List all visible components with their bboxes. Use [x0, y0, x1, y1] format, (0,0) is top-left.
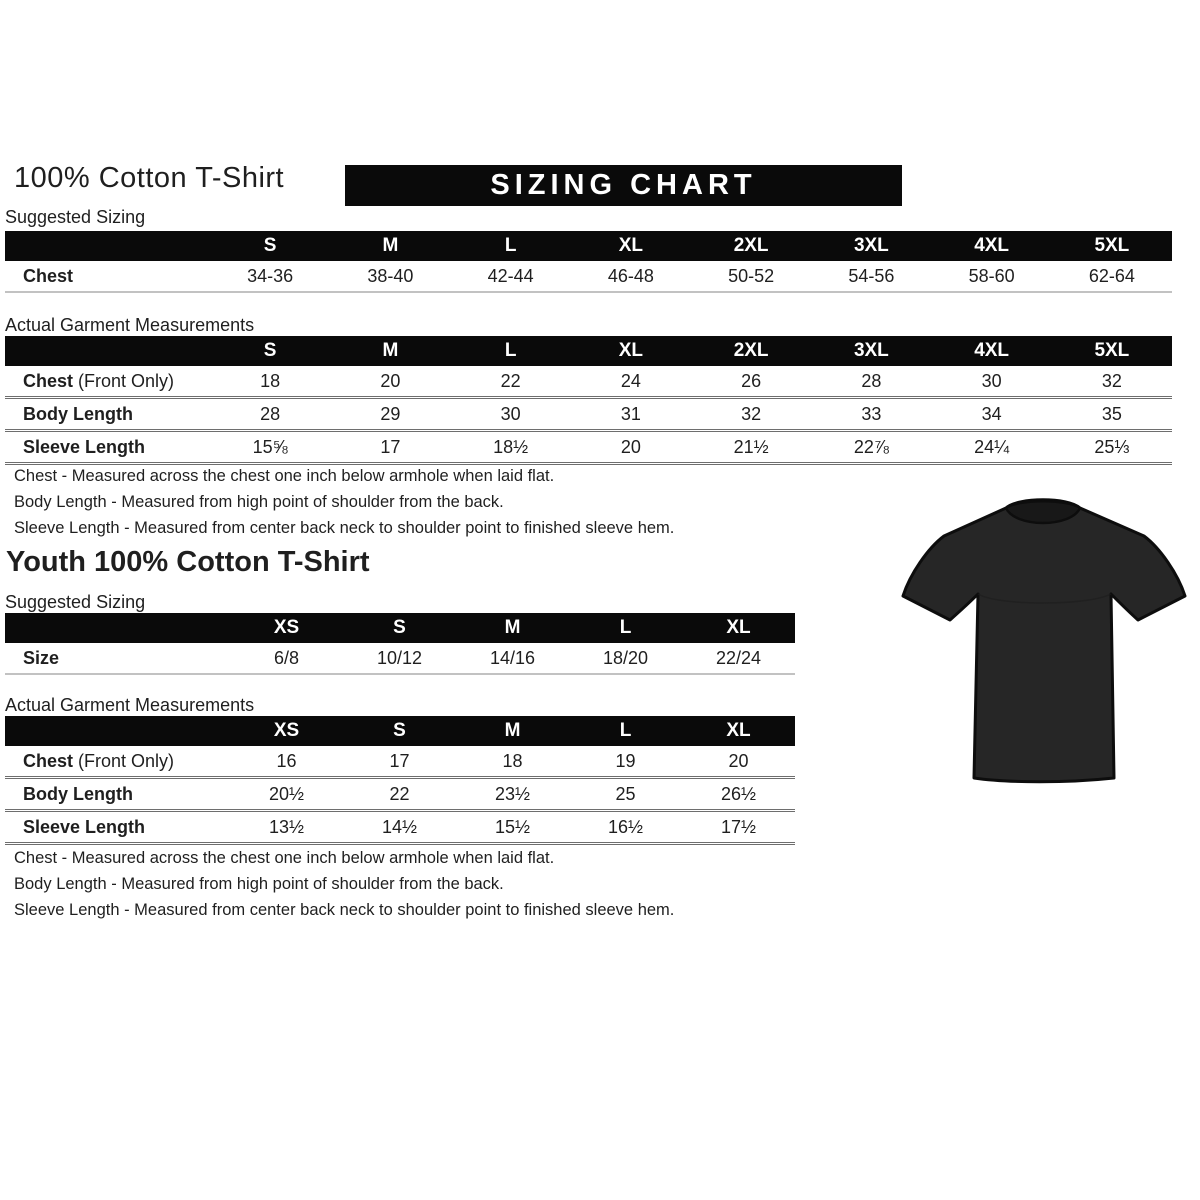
cell: 22	[389, 783, 410, 804]
row-label	[5, 751, 230, 772]
note-chest: Chest - Measured across the chest one inch below armhole when laid flat.	[14, 467, 555, 485]
cell: 25⅓	[1094, 436, 1130, 457]
row-label-bold: Body Length	[23, 403, 133, 424]
cell: 16½	[607, 816, 644, 837]
cell: 54-56	[848, 265, 895, 286]
col-header: S	[263, 340, 277, 361]
col-header: M	[504, 720, 521, 741]
note-chest: Chest - Measured across the chest one inch below armhole when laid flat.	[14, 849, 555, 867]
cell: 32	[1101, 370, 1122, 391]
cell: 24¼	[974, 436, 1010, 457]
col-header: XL	[618, 340, 644, 361]
row-label-note: (Front Only)	[73, 750, 175, 771]
row-label-bold: Sleeve Length	[23, 816, 146, 837]
cell: 34-36	[247, 265, 294, 286]
cell: 17	[389, 750, 410, 771]
cell: 26½	[720, 783, 757, 804]
black-tshirt-graphic	[888, 486, 1195, 804]
row-label-bold: Chest	[23, 750, 74, 771]
table-row	[5, 366, 1172, 396]
cell: 28	[861, 370, 882, 391]
cell: 18	[260, 370, 281, 391]
table-row	[5, 396, 1172, 429]
youth-suggested-label: Suggested Sizing	[5, 592, 146, 612]
youth-actual-body	[5, 746, 795, 845]
adult-measurement-notes	[14, 463, 674, 541]
cell: 25	[615, 783, 636, 804]
cell: 18½	[493, 436, 529, 457]
cell: 15½	[494, 816, 531, 837]
note-body-length: Body Length - Measured from high point of shoulder from the back.	[14, 875, 504, 893]
cell: 14/16	[489, 647, 536, 668]
cell: 62-64	[1088, 265, 1135, 286]
cell: 19	[615, 750, 636, 771]
tshirt-image	[888, 486, 1195, 809]
col-header: XL	[726, 720, 751, 741]
cell: 14½	[381, 816, 418, 837]
sizing-chart-banner	[345, 165, 902, 206]
youth-suggested-table	[5, 613, 795, 675]
adult-actual-body	[5, 366, 1172, 465]
adult-actual-header-row	[5, 336, 1172, 366]
adult-actual-table	[5, 336, 1172, 465]
col-header: 5XL	[1094, 235, 1130, 256]
cell: 42-44	[487, 265, 534, 286]
cell: 58-60	[968, 265, 1015, 286]
cell: 22⅞	[853, 436, 889, 457]
cell: 17	[380, 436, 401, 457]
table-row	[5, 746, 795, 776]
cell: 26	[741, 370, 762, 391]
table-row	[5, 261, 1172, 293]
row-label	[5, 784, 230, 805]
cell: 38-40	[367, 265, 414, 286]
col-header: L	[504, 340, 517, 361]
table-row	[5, 643, 795, 675]
table-row	[5, 776, 795, 809]
row-label-bold: Body Length	[23, 783, 133, 804]
cell: 10/12	[376, 647, 423, 668]
col-header: XL	[618, 235, 644, 256]
col-header: 3XL	[853, 235, 889, 256]
note-sleeve-length: Sleeve Length - Measured from center back neck to shoulder point to finished sleeve hem.	[14, 901, 675, 919]
cell: 33	[861, 403, 882, 424]
cell: 17½	[720, 816, 757, 837]
adult-suggested-table	[5, 231, 1172, 293]
note-body-length: Body Length - Measured from high point of shoulder from the back.	[14, 493, 504, 511]
cell: 20½	[268, 783, 305, 804]
row-label	[5, 817, 230, 838]
cell: 22	[500, 370, 521, 391]
cell: 24	[620, 370, 641, 391]
cell: 15⅝	[252, 436, 288, 457]
adult-actual-label: Actual Garment Measurements	[5, 315, 255, 335]
cell: 18	[502, 750, 523, 771]
cell: 32	[741, 403, 762, 424]
cell: 35	[1101, 403, 1122, 424]
youth-measurement-notes	[14, 845, 674, 923]
row-label-note: (Front Only)	[73, 370, 175, 391]
cell: 20	[620, 436, 641, 457]
cell: 18/20	[602, 647, 649, 668]
col-header: 3XL	[853, 340, 889, 361]
col-header: 4XL	[974, 235, 1010, 256]
cell: 22/24	[715, 647, 762, 668]
cell: 23½	[494, 783, 531, 804]
cell: 34	[981, 403, 1002, 424]
banner-text: SIZING CHART	[490, 169, 757, 201]
col-header: 2XL	[733, 340, 769, 361]
youth-actual-header-row	[5, 716, 795, 746]
col-header: M	[382, 235, 399, 256]
col-header: 2XL	[733, 235, 769, 256]
col-header: 5XL	[1094, 340, 1130, 361]
youth-suggested-header-row	[5, 613, 795, 643]
cell: 28	[260, 403, 281, 424]
col-header: XS	[273, 720, 300, 741]
cell: 31	[620, 403, 641, 424]
youth-actual-label: Actual Garment Measurements	[5, 695, 255, 715]
cell: 29	[380, 403, 401, 424]
col-header: S	[263, 235, 277, 256]
cell: 30	[500, 403, 521, 424]
row-label	[5, 437, 210, 458]
adult-suggested-header-row	[5, 231, 1172, 261]
row-label: Size	[23, 647, 60, 668]
col-header: XL	[726, 617, 751, 638]
youth-title: Youth 100% Cotton T-Shirt	[6, 546, 370, 578]
row-label	[5, 371, 210, 392]
row-label: Chest	[23, 265, 74, 286]
cell: 13½	[268, 816, 305, 837]
cell: 16	[276, 750, 297, 771]
cell: 21½	[733, 436, 769, 457]
adult-suggested-label: Suggested Sizing	[5, 207, 146, 227]
col-header: S	[393, 617, 406, 638]
col-header: L	[504, 235, 517, 256]
col-header: M	[382, 340, 399, 361]
col-header: M	[504, 617, 521, 638]
col-header: L	[619, 720, 632, 741]
table-row	[5, 429, 1172, 462]
cell: 50-52	[728, 265, 775, 286]
cell: 20	[380, 370, 401, 391]
cell: 6/8	[273, 647, 300, 668]
cell: 46-48	[607, 265, 654, 286]
cell: 30	[981, 370, 1002, 391]
cell: 20	[728, 750, 749, 771]
col-header: L	[619, 617, 632, 638]
row-label	[5, 404, 210, 425]
table-row	[5, 809, 795, 842]
col-header: 4XL	[974, 340, 1010, 361]
row-label-bold: Chest	[23, 370, 74, 391]
note-sleeve-length: Sleeve Length - Measured from center back neck to shoulder point to finished sleeve hem.	[14, 519, 675, 537]
page-title: 100% Cotton T-Shirt	[14, 162, 285, 194]
youth-actual-table	[5, 716, 795, 845]
col-header: S	[393, 720, 406, 741]
row-label-bold: Sleeve Length	[23, 436, 146, 457]
col-header: XS	[273, 617, 300, 638]
